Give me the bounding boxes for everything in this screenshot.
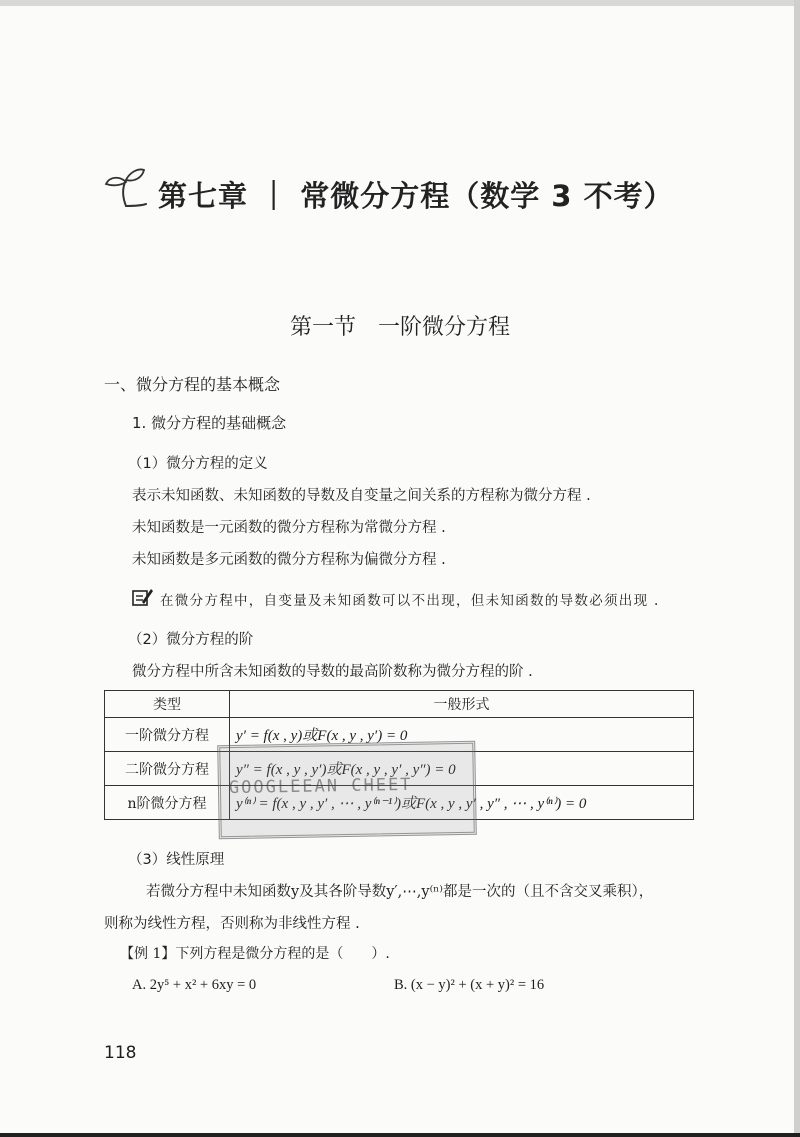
chapter-header (100, 160, 740, 224)
linear-line-2: 则称为线性方程，否则称为非线性方程 . (104, 916, 360, 932)
linear-line-1: 若微分方程中未知函数y及其各阶导数y′,⋯,y⁽ⁿ⁾都是一次的（且不含交叉乘积）， (146, 884, 654, 900)
chapter-title: 第七章 ｜ 常微分方程（数学 3 不考） (158, 179, 674, 213)
row-type: 二阶微分方程 (105, 752, 230, 786)
definition-line-3: 未知函数是多元函数的微分方程称为偏微分方程 . (132, 552, 446, 568)
table-header-type: 类型 (105, 691, 230, 718)
note-pencil-icon (132, 587, 154, 607)
row-type: 一阶微分方程 (105, 718, 230, 752)
page-number: 118 (104, 1043, 137, 1063)
scan-bottom-edge (0, 1133, 800, 1137)
option-b: B. (x − y)² + (x + y)² = 16 (394, 977, 545, 993)
heading-linear-principle: （3）线性原理 (128, 852, 225, 868)
row-form: y″ = f(x , y , y′)或F(x , y , y′ , y″) = 0 (230, 752, 694, 786)
heading-foundational-concepts: 1. 微分方程的基础概念 (132, 414, 287, 432)
library-stamp (217, 741, 477, 839)
example-1-prompt: 【例 1】下列方程是微分方程的是（ ）. (120, 946, 390, 962)
heading-order: （2）微分方程的阶 (128, 632, 254, 648)
row-form: y⁽ⁿ⁾ = f(x , y , y′ , ⋯ , y⁽ⁿ⁻¹⁾)或F(x , y , y′ , y″ , ⋯ , y⁽ⁿ⁾) = 0 (230, 786, 694, 820)
heading-basic-concepts: 一、微分方程的基本概念 (104, 375, 281, 394)
sprout-icon (100, 162, 148, 210)
note-text: 在微分方程中，自变量及未知函数可以不出现，但未知函数的导数必须出现 . (160, 593, 660, 609)
scan-right-edge (794, 0, 800, 1137)
stamp-text: GOOGLEEAN CHEET (228, 774, 413, 799)
heading-definition: （1）微分方程的定义 (128, 456, 268, 472)
row-form: y′ = f(x , y)或F(x , y , y′) = 0 (230, 718, 694, 752)
table-header-row (105, 691, 694, 718)
table-header-form: 一般形式 (230, 691, 694, 718)
definition-line-1: 表示未知函数、未知函数的导数及自变量之间关系的方程称为微分方程 . (132, 488, 591, 504)
scan-top-edge (0, 0, 800, 6)
row-type: n阶微分方程 (105, 786, 230, 820)
order-definition: 微分方程中所含未知函数的导数的最高阶数称为微分方程的阶 . (132, 664, 533, 680)
definition-line-2: 未知函数是一元函数的微分方程称为常微分方程 . (132, 520, 446, 536)
section-title: 第一节 一阶微分方程 (289, 315, 510, 340)
option-a: A. 2y⁵ + x² + 6xy = 0 (132, 977, 257, 993)
